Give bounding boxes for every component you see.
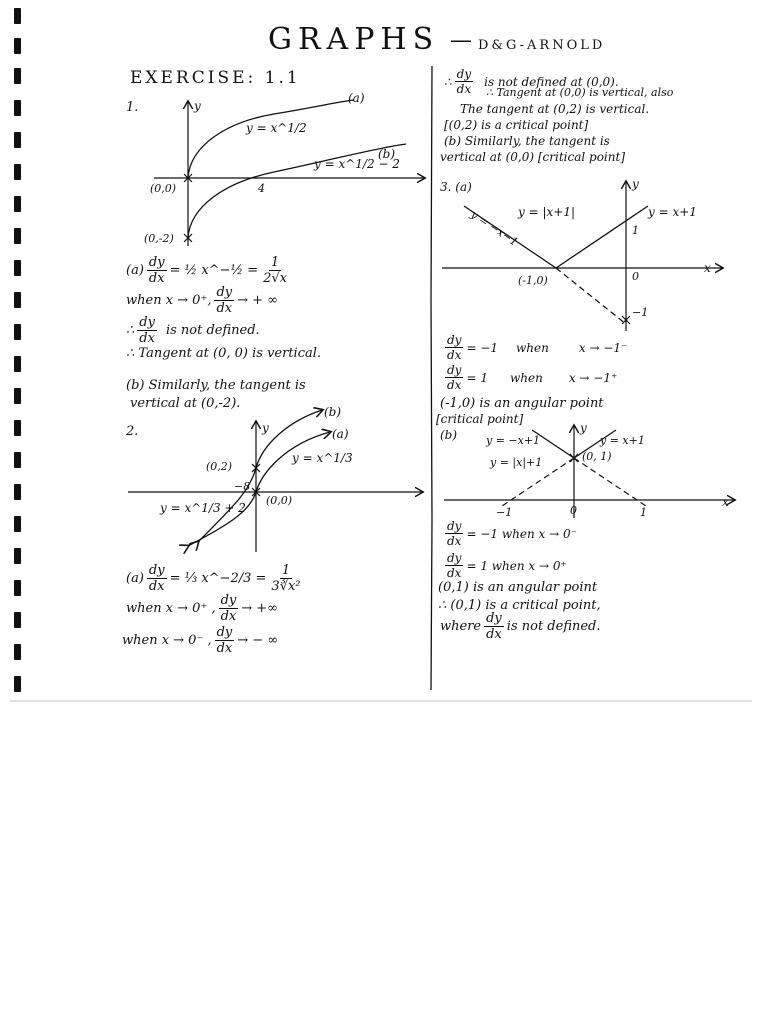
q1-when-pre: when x → 0⁺,	[126, 293, 212, 308]
right-line1-text: is not defined at (0,0).	[484, 74, 619, 89]
q3a-when1: when	[516, 340, 549, 355]
dy-dx	[455, 68, 473, 95]
dy: dy	[216, 625, 233, 640]
graph-q2	[126, 404, 426, 554]
x-intercept-label: 4	[258, 182, 265, 195]
dy: dy	[216, 285, 233, 300]
curve-a-tag: (a)	[332, 427, 349, 441]
dy-dx	[137, 316, 157, 345]
dy-dx	[214, 286, 234, 315]
dx: dx	[456, 82, 472, 96]
dy-dx	[445, 520, 463, 547]
where-pre: where	[440, 619, 482, 634]
dx: dx	[447, 378, 462, 392]
title-dash: —	[450, 28, 472, 53]
q1-deriv-fraction	[261, 256, 289, 285]
curve-a-tag: (a)	[348, 91, 365, 105]
q3b-line2: = 1 when x → 0⁺	[466, 558, 567, 573]
q3a-angular: (-1,0) is an angular point	[440, 396, 604, 411]
graph-q1	[126, 91, 426, 256]
graph-q3b	[440, 420, 740, 520]
abs-label: y = |x|+1	[490, 456, 543, 469]
q1-tangent-line: ∴ Tangent at (0, 0) is vertical.	[126, 346, 322, 361]
q2-derivative	[126, 564, 306, 593]
curve-b-tag: (b)	[378, 147, 396, 161]
dy-dx	[484, 612, 504, 641]
dx: dx	[216, 301, 233, 316]
where-post: is not defined.	[506, 619, 601, 634]
zero-label: 0	[570, 504, 577, 517]
q3b-line1: = −1 when x → 0⁻	[466, 526, 577, 541]
point-b-label: (0,-2)	[144, 232, 174, 245]
q3a-lim1: x → −1⁻	[578, 340, 628, 355]
dy-dx	[219, 594, 239, 623]
minus-8-label: −8	[234, 480, 251, 493]
q3a-lim2: x → −1⁺	[568, 370, 618, 385]
vertex-label: (-1,0)	[518, 274, 548, 287]
deriv-den: 3∛x²	[271, 579, 301, 594]
q3b-deriv1	[442, 520, 577, 547]
one-label: 1	[640, 506, 647, 519]
dy: dy	[447, 519, 462, 533]
q2-when2-pre: when x → 0⁻ ,	[122, 633, 212, 648]
q3a-eq2: = 1	[466, 370, 488, 385]
q1-derivative	[126, 256, 292, 285]
dx: dx	[486, 627, 502, 642]
dashed-extension	[556, 268, 626, 324]
dx: dx	[447, 534, 462, 548]
graph-q3a	[440, 176, 730, 336]
dy: dy	[456, 67, 472, 81]
y-axis-label: y	[194, 99, 201, 113]
q2-deriv-eq: = ⅓ x^−2/3 =	[169, 571, 267, 586]
q2-deriv-fraction	[269, 564, 302, 593]
q3a-when2: when	[509, 370, 543, 385]
curve-a-label: y = x^1/3	[292, 451, 353, 465]
therefore-sign: ∴	[444, 74, 452, 89]
q3b-prefix: (b)	[440, 428, 458, 442]
q1-part-a: (a)	[126, 263, 144, 278]
q2-when2-post: → − ∞	[237, 633, 279, 648]
left-line-label: y = −x−1	[468, 207, 521, 249]
right-line6: vertical at (0,0) [critical point]	[440, 150, 625, 164]
q1-number: 1.	[126, 100, 139, 115]
y-axis-label: y	[632, 177, 639, 191]
dx: dx	[447, 348, 462, 362]
zero-label: 0	[632, 270, 639, 283]
dy-dx	[445, 334, 463, 361]
dy: dy	[148, 255, 165, 270]
curve-b-label: y = x^1/3 + 2	[160, 501, 246, 515]
curve-b-label: y = x^1/2 − 2	[314, 157, 400, 171]
dy-dx	[215, 626, 235, 655]
right-line5: (b) Similarly, the tangent is	[444, 134, 610, 148]
y-axis-label: y	[580, 421, 587, 435]
q3a-deriv1	[442, 334, 627, 361]
right-line4: [(0,2) is a critical point]	[444, 118, 589, 132]
curve-cuberoot-plus-2	[198, 410, 322, 542]
dy-dx	[147, 564, 167, 593]
one-label: 1	[632, 224, 639, 237]
x-axis-label: x	[704, 261, 711, 275]
left-line-label: y = −x+1	[486, 434, 541, 447]
q3-number: 3. (a)	[440, 180, 472, 194]
right-line3: The tangent at (0,2) is vertical.	[460, 102, 650, 116]
page-title: GRAPHS	[268, 22, 440, 57]
dy-dx	[147, 256, 167, 285]
dy-dx	[445, 552, 463, 579]
column-divider	[431, 66, 432, 690]
dy: dy	[486, 611, 502, 626]
q2-part-a: (a)	[126, 571, 144, 586]
curve-a-label: y = x^1/2	[246, 121, 307, 135]
dx: dx	[148, 579, 165, 594]
q1-when-post: → + ∞	[237, 293, 279, 308]
q1-deriv-eq: = ½ x^−½ =	[169, 263, 259, 278]
dy: dy	[220, 593, 237, 608]
minus-1-label: −1	[632, 306, 649, 319]
dx: dx	[139, 331, 155, 346]
curve-b-tag: (b)	[324, 405, 342, 419]
right-line-label: y = x+1	[648, 205, 697, 219]
deriv-num: 1	[270, 255, 280, 270]
q1-b-line2: vertical at (0,-2).	[130, 396, 241, 411]
q2-when-plus	[126, 594, 278, 623]
deriv-den: 2√x	[263, 271, 287, 286]
abs-label: y = |x+1|	[518, 205, 576, 219]
y-axis-label: y	[262, 421, 269, 435]
right-line2: ∴ Tangent at (0,0) is vertical, also	[486, 86, 674, 99]
q3b-critical: ∴ (0,1) is a critical point,	[438, 598, 601, 613]
q3a-deriv2	[442, 364, 617, 391]
dy-dx	[445, 364, 463, 391]
x-axis-label: x	[722, 495, 729, 509]
origin-label: (0,0)	[150, 182, 177, 195]
q1-b-line1: (b) Similarly, the tangent is	[126, 378, 306, 393]
vertex-label: (0, 1)	[582, 450, 612, 463]
dy: dy	[447, 333, 462, 347]
q1-not-defined: is not defined.	[165, 323, 260, 338]
origin-label: (0,0)	[266, 494, 293, 507]
dx: dx	[148, 271, 165, 286]
dx: dx	[447, 566, 462, 580]
q2-when-minus	[122, 626, 278, 655]
dy: dy	[447, 551, 462, 565]
right-line-label: y = x+1	[600, 434, 645, 447]
q3a-eq1: = −1	[466, 340, 499, 355]
q3b-deriv2	[442, 552, 567, 579]
dx: dx	[216, 641, 233, 656]
q1-when-line	[126, 286, 278, 315]
dy: dy	[148, 563, 165, 578]
q3b-angular: (0,1) is an angular point	[438, 580, 598, 595]
exercise-heading: EXERCISE: 1.1	[130, 68, 301, 88]
q2-when1-pre: when x → 0⁺ ,	[126, 601, 216, 616]
minus-1-label: −1	[496, 506, 513, 519]
dashed-right	[574, 458, 646, 506]
dy: dy	[447, 363, 462, 377]
dx: dx	[220, 609, 237, 624]
dy: dy	[139, 315, 155, 330]
therefore-sign: ∴	[126, 323, 135, 338]
point-02-label: (0,2)	[206, 460, 233, 473]
deriv-num: 1	[281, 563, 291, 578]
q3b-where-line	[440, 612, 601, 641]
page-subtitle: D&G-ARNOLD	[478, 38, 606, 53]
q3a-critical: [critical point]	[436, 412, 524, 426]
q1-not-defined-line	[126, 316, 260, 345]
q2-number: 2.	[126, 424, 139, 439]
q2-when1-post: → +∞	[241, 601, 279, 616]
